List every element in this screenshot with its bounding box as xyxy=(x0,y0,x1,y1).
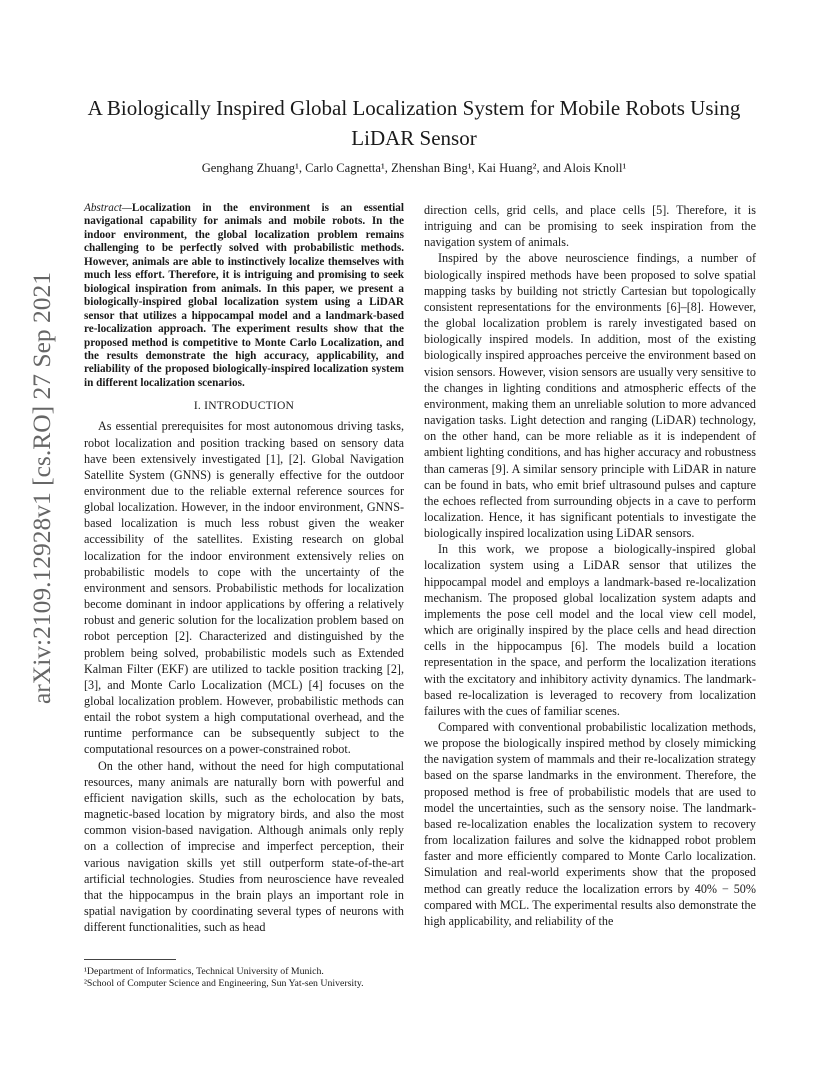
right-column xyxy=(424,202,756,929)
abstract xyxy=(84,202,404,390)
paper-title: A Biologically Inspired Global Localization System for Mobile Robots Using LiDAR Sensor xyxy=(87,96,741,150)
footnote-rule xyxy=(84,959,176,960)
abstract-text: Localization in the environment is an essential navigational capability for animals and mobile robots. In the indoor environment, the global localization problem remains challenging to be perfectly solved with probabilistic methods. However, animals are able to instinctively localize themselves with much less effort. Therefore, it is intriguing and promising to seek biological inspiration from animals. In this paper, we present a biologically-inspired global localization system using a LiDAR sensor that utilizes a hippocampal model and a landmark-based re-localization approach. The experiment results show that the proposed method is competitive to Monte Carlo Localization, and the results demonstrate the high accuracy, applicability, and reliability of the proposed biologically-inspired localization system in different localization scenarios. xyxy=(84,202,404,389)
arxiv-identifier xyxy=(20,268,64,708)
left-column xyxy=(84,202,404,935)
body-paragraph: On the other hand, without the need for high computational resources, many animals are naturally born with powerful and efficient navigation skills, such as the echolocation by bats, magnetic-based location by migratory birds, and also the most common vision-based navigation. Although animals only reply on a collection of imprecise and imperfect perception, their various navigation skills yet still outperform state-of-the-art artificial technologies. Studies from neuroscience have revealed that the hippocampus in the brain plays an important role in spatial navigation by coordinating several types of neurons with different functionalities, such as head xyxy=(84,758,404,935)
body-paragraph: In this work, we propose a biologically-inspired global localization system using a LiDAR sensor that utilizes the hippocampal model and employs a landmark-based re-localization mechanism. The proposed global localization system adapts and implements the pose cell model and the local view cell model, which are originally inspired by the place cells and head direction cells in the hippocampus [6]. The models build a location representation in the space, and perform the localization iterations with the excitatory and inhibitory activity dynamics. The landmark-based re-localization is leveraged to recovery from localization failures with the cues of familiar scenes. xyxy=(424,542,756,718)
footnote-item: ¹Department of Informatics, Technical University of Munich. xyxy=(84,966,324,977)
footnote-item: ²School of Computer Science and Engineering, Sun Yat-sen University. xyxy=(84,978,364,990)
footnotes xyxy=(84,966,404,991)
author-list: Genghang Zhuang¹, Carlo Cagnetta¹, Zhenshan Bing¹, Kai Huang², and Alois Knoll¹ xyxy=(201,161,627,175)
body-paragraph: direction cells, grid cells, and place cells [5]. Therefore, it is intriguing and can be promising to seek inspiration from the navigation system of animals. xyxy=(424,203,756,250)
body-paragraph: Compared with conventional probabilistic localization methods, we propose the biologically inspired method by closely mimicking the navigation system of mammals and their re-localization strategy based on the sparse landmarks in the environment. Therefore, the proposed method is free of probabilistic models that are used to model the uncertainties, such as the sensory noise. The landmark-based re-localization enables the localization system to recovery from localization failures and solve the kidnapped robot problem faster and more efficiently compared to Monte Carlo localization. Simulation and real-world experiments show that the proposed method can greatly reduce the localization errors by 40% − 50% compared with MCL. The experimental results also demonstrate the high applicability, and reliability of the xyxy=(424,720,756,928)
body-paragraph: Inspired by the above neuroscience findings, a number of biologically inspired methods have been proposed to solve spatial mapping tasks by building not strictly Cartesian but topologically consistent representations for the environments [6]–[8]. However, the global localization problem is rarely investigated based on biologically inspired models. In addition, most of the existing biologically inspired approaches perceive the environment based on vision sensors. However, vision sensors are usually very sensitive to the changes in lighting conditions and atmospheric effects of the environment, making them an unreliable solution to more advanced navigation tasks. Light detection and ranging (LiDAR) technology, on the other hand, can be more reliable as it is independent of ambient lighting conditions, and has higher accuracy and robustness than cameras [9]. A similar sensory principle with LiDAR in nature can be found in bats, who emit brief ultrasound pulses and capture the echoes reflected from surrounding objects in a cave to perform localization. Hence, it has significant potentials to investigate the biologically inspired localization using LiDAR sensors. xyxy=(424,251,756,541)
section-heading: I. INTRODUCTION xyxy=(193,399,295,413)
body-paragraph: As essential prerequisites for most autonomous driving tasks, robot localization and position tracking based on sensory data have been extensively investigated [1], [2]. Global Navigation Satellite System (GNNS) is generally effective for the outdoor environment due to the reliable external reference sources for global localization. However, in the indoor environment, GNNS-based localization is much less robust given the weaker accessibility of the satellites. Existing research on global localization for the indoor environment extensively relies on probabilistic models to cope with the uncertainty of the environment and sensors. Probabilistic methods for localization become dominant in indoor applications by offering a relatively robust and generic solution for the localization problem based on robot perception [2]. Characterized and distinguished by the problem being solved, probabilistic models such as Extended Kalman Filter (EKF) are utilized to tackle position tracking [2], [3], and Monte Carlo Localization (MCL) [4] focuses on the global localization problem. However, probabilistic methods can entail the robot system a high computational overhead, and the runtime performance can be subsequently subject to the computational resources on a power-constrained robot. xyxy=(84,419,404,757)
arxiv-identifier-text: arXiv:2109.12928v1 [cs.RO] 27 Sep 2021 xyxy=(27,271,56,705)
abstract-label: Abstract— xyxy=(84,202,132,214)
